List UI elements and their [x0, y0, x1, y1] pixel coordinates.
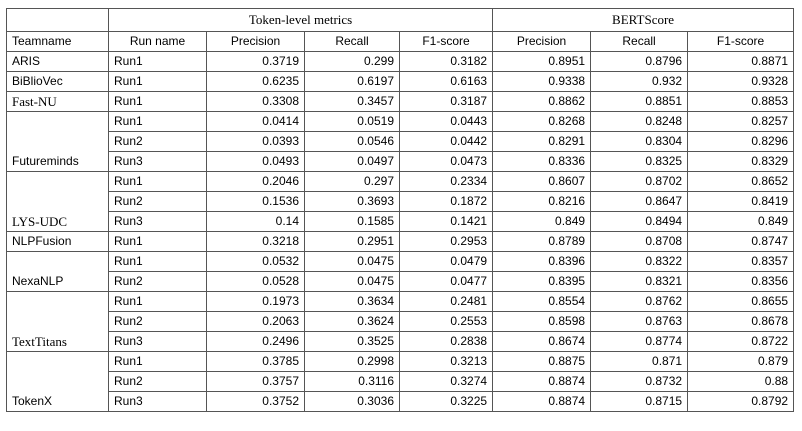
team-name-cell: NexaNLP	[7, 252, 109, 292]
token-precision-cell: 0.2496	[207, 332, 305, 352]
token-precision-cell: 0.6235	[207, 72, 305, 92]
header-group-row	[7, 9, 794, 32]
bert-f1-cell: 0.8871	[688, 52, 794, 72]
bert-recall-cell: 0.8762	[591, 292, 688, 312]
bert-f1-cell: 0.8722	[688, 332, 794, 352]
token-f1-cell: 0.3225	[400, 392, 493, 412]
header-column-row	[7, 32, 794, 52]
bert-recall-cell: 0.8715	[591, 392, 688, 412]
bert-recall-cell: 0.8647	[591, 192, 688, 212]
token-precision-cell: 0.2046	[207, 172, 305, 192]
table-row	[7, 352, 794, 372]
bert-recall-cell: 0.8763	[591, 312, 688, 332]
token-f1-cell: 0.0443	[400, 112, 493, 132]
bert-recall-cell: 0.8494	[591, 212, 688, 232]
table-row	[7, 252, 794, 272]
table-row	[7, 92, 794, 112]
run-name-cell: Run1	[109, 172, 207, 192]
token-recall-cell: 0.0519	[305, 112, 400, 132]
token-precision-cell: 0.3218	[207, 232, 305, 252]
token-f1-cell: 0.1872	[400, 192, 493, 212]
table-row	[7, 172, 794, 192]
team-name-cell: BiBlioVec	[7, 72, 109, 92]
token-precision-cell: 0.3757	[207, 372, 305, 392]
run-name-cell: Run1	[109, 72, 207, 92]
bert-f1-cell: 0.849	[688, 212, 794, 232]
header-corner-cell	[7, 9, 109, 32]
team-name-cell: Fast-NU	[7, 92, 109, 112]
table-row	[7, 332, 794, 352]
teamname-header: Teamname	[7, 32, 109, 52]
table-row	[7, 52, 794, 72]
token-f1-cell: 0.2481	[400, 292, 493, 312]
bert-f1-cell: 0.8329	[688, 152, 794, 172]
table-row	[7, 192, 794, 212]
bert-precision-cell: 0.8607	[493, 172, 591, 192]
run-name-cell: Run2	[109, 312, 207, 332]
token-precision-cell: 0.3752	[207, 392, 305, 412]
token-f1-cell: 0.3182	[400, 52, 493, 72]
token-f1-cell: 0.0473	[400, 152, 493, 172]
team-name-cell: TokenX	[7, 352, 109, 412]
bert-recall-cell: 0.871	[591, 352, 688, 372]
token-recall-cell: 0.299	[305, 52, 400, 72]
bertscore-header: BERTScore	[493, 9, 794, 32]
bert-f1-cell: 0.8853	[688, 92, 794, 112]
bert-recall-cell: 0.8774	[591, 332, 688, 352]
token-f1-cell: 0.2334	[400, 172, 493, 192]
token-precision-cell: 0.0528	[207, 272, 305, 292]
token-recall-cell: 0.2951	[305, 232, 400, 252]
token-precision-cell: 0.3785	[207, 352, 305, 372]
token-precision-cell: 0.1973	[207, 292, 305, 312]
token-recall-cell: 0.6197	[305, 72, 400, 92]
token-f1-cell: 0.0442	[400, 132, 493, 152]
bert-recall-cell: 0.8702	[591, 172, 688, 192]
bert-precision-cell: 0.849	[493, 212, 591, 232]
bert-f1-cell: 0.8257	[688, 112, 794, 132]
team-name-cell: ARIS	[7, 52, 109, 72]
token-f1-cell: 0.2953	[400, 232, 493, 252]
table-row	[7, 212, 794, 232]
token-f1-cell: 0.6163	[400, 72, 493, 92]
bert-recall-cell: 0.8321	[591, 272, 688, 292]
bert-f1-cell: 0.8652	[688, 172, 794, 192]
bert-recall-cell: 0.8851	[591, 92, 688, 112]
bert-recall-cell: 0.8248	[591, 112, 688, 132]
token-f1-cell: 0.2838	[400, 332, 493, 352]
table-row	[7, 372, 794, 392]
team-name-cell: Futureminds	[7, 112, 109, 172]
bert-f1-cell: 0.8356	[688, 272, 794, 292]
bert-f1-cell: 0.8419	[688, 192, 794, 212]
token-recall-cell: 0.0475	[305, 272, 400, 292]
table-row	[7, 232, 794, 252]
table-row	[7, 292, 794, 312]
run-name-cell: Run2	[109, 132, 207, 152]
bert-f1-cell: 0.9328	[688, 72, 794, 92]
token-f1-cell: 0.2553	[400, 312, 493, 332]
bert-precision-cell: 0.8216	[493, 192, 591, 212]
run-name-cell: Run1	[109, 232, 207, 252]
bert-f1-header: F1-score	[688, 32, 794, 52]
token-precision-cell: 0.3308	[207, 92, 305, 112]
run-name-cell: Run2	[109, 272, 207, 292]
token-recall-cell: 0.3525	[305, 332, 400, 352]
token-recall-cell: 0.0475	[305, 252, 400, 272]
bert-precision-cell: 0.8951	[493, 52, 591, 72]
bert-f1-cell: 0.8357	[688, 252, 794, 272]
token-recall-cell: 0.3634	[305, 292, 400, 312]
bert-recall-cell: 0.932	[591, 72, 688, 92]
bert-precision-cell: 0.8291	[493, 132, 591, 152]
run-name-header: Run name	[109, 32, 207, 52]
bert-precision-cell: 0.8789	[493, 232, 591, 252]
run-name-cell: Run1	[109, 252, 207, 272]
token-recall-cell: 0.3457	[305, 92, 400, 112]
bert-recall-cell: 0.8796	[591, 52, 688, 72]
token-precision-cell: 0.0393	[207, 132, 305, 152]
table-row	[7, 272, 794, 292]
token-precision-cell: 0.14	[207, 212, 305, 232]
bert-precision-cell: 0.8268	[493, 112, 591, 132]
token-f1-cell: 0.1421	[400, 212, 493, 232]
bert-f1-cell: 0.879	[688, 352, 794, 372]
bert-f1-cell: 0.8296	[688, 132, 794, 152]
token-recall-cell: 0.0497	[305, 152, 400, 172]
token-precision-cell: 0.0414	[207, 112, 305, 132]
token-recall-cell: 0.1585	[305, 212, 400, 232]
token-f1-cell: 0.0477	[400, 272, 493, 292]
bert-recall-cell: 0.8708	[591, 232, 688, 252]
bert-precision-header: Precision	[493, 32, 591, 52]
token-f1-cell: 0.0479	[400, 252, 493, 272]
bert-precision-cell: 0.8336	[493, 152, 591, 172]
bert-recall-cell: 0.8304	[591, 132, 688, 152]
token-recall-cell: 0.0546	[305, 132, 400, 152]
results-table	[6, 8, 794, 412]
bert-precision-cell: 0.8395	[493, 272, 591, 292]
bert-recall-cell: 0.8322	[591, 252, 688, 272]
bert-precision-cell: 0.8598	[493, 312, 591, 332]
token-precision-cell: 0.2063	[207, 312, 305, 332]
token-f1-cell: 0.3213	[400, 352, 493, 372]
bert-precision-cell: 0.9338	[493, 72, 591, 92]
bert-f1-cell: 0.8792	[688, 392, 794, 412]
team-name-cell: TextTitans	[7, 292, 109, 352]
table-row	[7, 112, 794, 132]
token-recall-cell: 0.3624	[305, 312, 400, 332]
bert-recall-cell: 0.8325	[591, 152, 688, 172]
table-row	[7, 132, 794, 152]
bert-precision-cell: 0.8396	[493, 252, 591, 272]
bert-precision-cell: 0.8874	[493, 392, 591, 412]
token-recall-cell: 0.3693	[305, 192, 400, 212]
token-recall-cell: 0.3116	[305, 372, 400, 392]
token-precision-cell: 0.0493	[207, 152, 305, 172]
token-precision-cell: 0.3719	[207, 52, 305, 72]
token-recall-cell: 0.297	[305, 172, 400, 192]
table-row	[7, 152, 794, 172]
bert-precision-cell: 0.8874	[493, 372, 591, 392]
bert-f1-cell: 0.8655	[688, 292, 794, 312]
run-name-cell: Run1	[109, 52, 207, 72]
token-f1-cell: 0.3187	[400, 92, 493, 112]
token-recall-cell: 0.3036	[305, 392, 400, 412]
table-body	[7, 52, 794, 412]
bert-recall-header: Recall	[591, 32, 688, 52]
token-f1-header: F1-score	[400, 32, 493, 52]
table-row	[7, 392, 794, 412]
run-name-cell: Run1	[109, 292, 207, 312]
token-precision-header: Precision	[207, 32, 305, 52]
token-f1-cell: 0.3274	[400, 372, 493, 392]
bert-f1-cell: 0.88	[688, 372, 794, 392]
run-name-cell: Run2	[109, 192, 207, 212]
run-name-cell: Run3	[109, 332, 207, 352]
run-name-cell: Run2	[109, 372, 207, 392]
bert-recall-cell: 0.8732	[591, 372, 688, 392]
bert-precision-cell: 0.8674	[493, 332, 591, 352]
bert-f1-cell: 0.8747	[688, 232, 794, 252]
team-name-cell: NLPFusion	[7, 232, 109, 252]
run-name-cell: Run1	[109, 92, 207, 112]
bert-precision-cell: 0.8862	[493, 92, 591, 112]
bert-precision-cell: 0.8875	[493, 352, 591, 372]
table-row	[7, 312, 794, 332]
run-name-cell: Run3	[109, 212, 207, 232]
token-precision-cell: 0.0532	[207, 252, 305, 272]
bert-f1-cell: 0.8678	[688, 312, 794, 332]
table-row	[7, 72, 794, 92]
bert-precision-cell: 0.8554	[493, 292, 591, 312]
token-level-metrics-header: Token-level metrics	[109, 9, 493, 32]
run-name-cell: Run3	[109, 152, 207, 172]
token-precision-cell: 0.1536	[207, 192, 305, 212]
run-name-cell: Run1	[109, 112, 207, 132]
team-name-cell: LYS-UDC	[7, 172, 109, 232]
run-name-cell: Run1	[109, 352, 207, 372]
run-name-cell: Run3	[109, 392, 207, 412]
token-recall-header: Recall	[305, 32, 400, 52]
token-recall-cell: 0.2998	[305, 352, 400, 372]
